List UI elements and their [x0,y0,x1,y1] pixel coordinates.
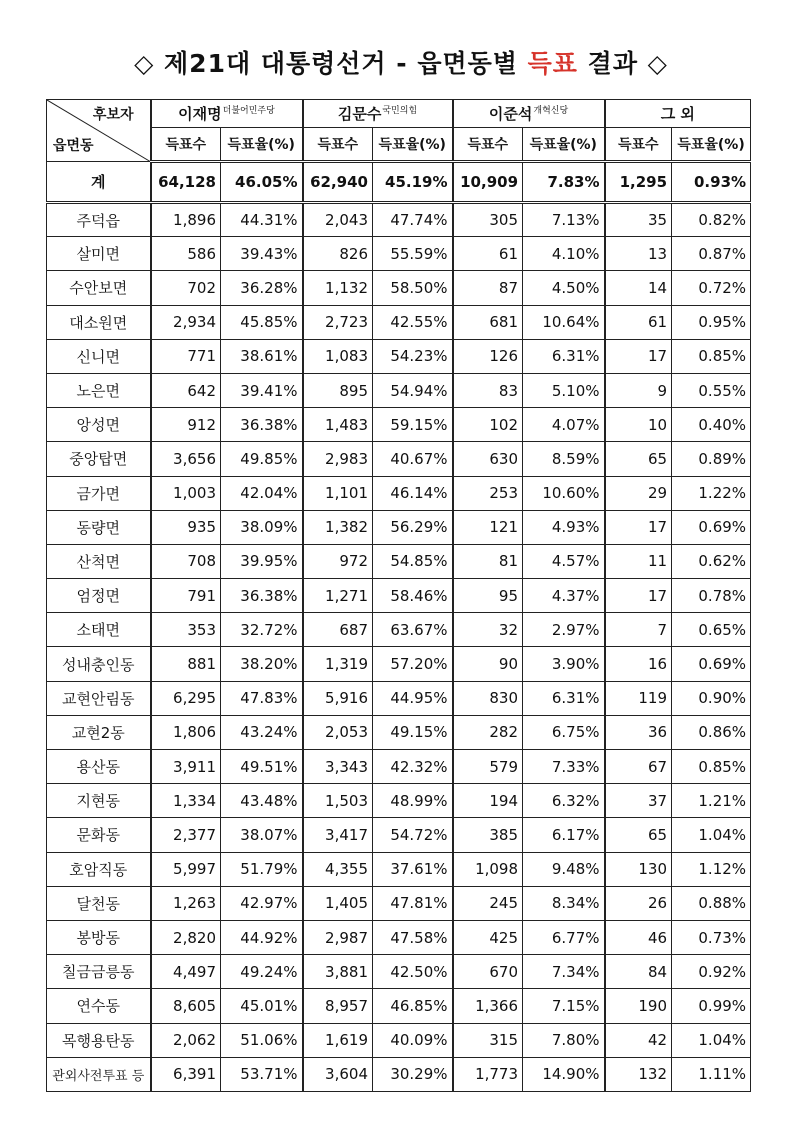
vote-count-cell: 10 [605,408,672,442]
vote-count-cell: 895 [303,373,373,407]
vote-rate-cell: 5.10% [523,373,605,407]
vote-rate-cell: 4.93% [523,510,605,544]
vote-rate-cell: 0.65% [672,613,751,647]
vote-rate-cell: 10.60% [523,476,605,510]
vote-count-cell: 1,366 [453,989,523,1023]
district-name: 동량면 [47,510,151,544]
vote-rate-cell: 42.97% [221,886,303,920]
vote-rate-cell: 51.79% [221,852,303,886]
district-name: 계 [47,162,151,203]
vote-rate-cell: 47.81% [373,886,453,920]
vote-count-cell: 1,263 [151,886,221,920]
district-name: 연수동 [47,989,151,1023]
district-name: 지현동 [47,784,151,818]
district-name: 중앙탑면 [47,442,151,476]
vote-count-cell: 121 [453,510,523,544]
table-row [47,1023,751,1057]
vote-rate-cell: 32.72% [221,613,303,647]
vote-count-cell: 95 [453,579,523,613]
vote-rate-cell: 0.82% [672,203,751,237]
table-row [47,544,751,578]
candidate-header [605,100,751,128]
vote-count-cell: 972 [303,544,373,578]
vote-rate-cell: 38.09% [221,510,303,544]
district-name: 목행용탄동 [47,1023,151,1057]
vote-rate-cell: 0.92% [672,955,751,989]
col-rate: 득표율(%) [672,128,751,162]
vote-rate-cell: 0.62% [672,544,751,578]
vote-count-cell: 670 [453,955,523,989]
vote-count-cell: 253 [453,476,523,510]
vote-count-cell: 5,997 [151,852,221,886]
table-row [47,613,751,647]
vote-count-cell: 771 [151,339,221,373]
vote-rate-cell: 40.67% [373,442,453,476]
vote-count-cell: 1,773 [453,1057,523,1091]
district-name: 금가면 [47,476,151,510]
vote-rate-cell: 6.77% [523,920,605,954]
vote-count-cell: 3,343 [303,750,373,784]
vote-rate-cell: 49.85% [221,442,303,476]
vote-rate-cell: 49.15% [373,715,453,749]
vote-rate-cell: 0.69% [672,510,751,544]
vote-rate-cell: 38.20% [221,647,303,681]
vote-rate-cell: 42.32% [373,750,453,784]
vote-count-cell: 881 [151,647,221,681]
vote-count-cell: 67 [605,750,672,784]
vote-count-cell: 11 [605,544,672,578]
vote-count-cell: 2,820 [151,920,221,954]
table-row [47,784,751,818]
vote-count-cell: 6,391 [151,1057,221,1091]
vote-rate-cell: 0.55% [672,373,751,407]
vote-count-cell: 37 [605,784,672,818]
vote-rate-cell: 1.11% [672,1057,751,1091]
district-name: 대소원면 [47,305,151,339]
vote-count-cell: 2,723 [303,305,373,339]
col-votes: 득표수 [303,128,373,162]
vote-count-cell: 353 [151,613,221,647]
vote-rate-cell: 0.86% [672,715,751,749]
vote-count-cell: 126 [453,339,523,373]
district-name: 신니면 [47,339,151,373]
vote-count-cell: 4,497 [151,955,221,989]
vote-count-cell: 1,503 [303,784,373,818]
vote-rate-cell: 39.41% [221,373,303,407]
vote-rate-cell: 14.90% [523,1057,605,1091]
vote-count-cell: 90 [453,647,523,681]
vote-count-cell: 2,043 [303,203,373,237]
district-name: 산척면 [47,544,151,578]
vote-rate-cell: 51.06% [221,1023,303,1057]
vote-rate-cell: 9.48% [523,852,605,886]
vote-count-cell: 3,604 [303,1057,373,1091]
title-suffix: 결과 ◇ [577,49,668,78]
corner-header [47,100,151,162]
district-name: 달천동 [47,886,151,920]
table-row [47,818,751,852]
candidate-name: 이준석 [488,105,533,123]
district-name: 수안보면 [47,271,151,305]
vote-rate-cell: 45.01% [221,989,303,1023]
vote-count-cell: 579 [453,750,523,784]
vote-rate-cell: 46.05% [221,162,303,203]
vote-rate-cell: 42.50% [373,955,453,989]
vote-count-cell: 2,934 [151,305,221,339]
vote-count-cell: 14 [605,271,672,305]
table-row [47,715,751,749]
vote-count-cell: 3,656 [151,442,221,476]
district-name: 성내충인동 [47,647,151,681]
table-row [47,408,751,442]
vote-count-cell: 61 [453,237,523,271]
party-name: 더불어민주당 [222,106,275,116]
vote-rate-cell: 44.95% [373,681,453,715]
corner-label-district: 읍면동 [53,138,94,154]
table-row [47,1057,751,1091]
vote-rate-cell: 45.85% [221,305,303,339]
vote-rate-cell: 59.15% [373,408,453,442]
vote-count-cell: 1,382 [303,510,373,544]
party-name: 국민의힘 [382,106,418,116]
vote-count-cell: 32 [453,613,523,647]
vote-rate-cell: 49.24% [221,955,303,989]
vote-count-cell: 5,916 [303,681,373,715]
vote-rate-cell: 0.69% [672,647,751,681]
vote-count-cell: 17 [605,579,672,613]
vote-count-cell: 46 [605,920,672,954]
vote-count-cell: 83 [453,373,523,407]
vote-rate-cell: 10.64% [523,305,605,339]
vote-rate-cell: 0.78% [672,579,751,613]
table-row [47,681,751,715]
table-row [47,442,751,476]
vote-count-cell: 702 [151,271,221,305]
vote-rate-cell: 63.67% [373,613,453,647]
table-row [47,339,751,373]
vote-rate-cell: 7.34% [523,955,605,989]
district-name: 관외사전투표 등 [47,1057,151,1091]
results-table [46,99,751,1092]
vote-count-cell: 708 [151,544,221,578]
vote-count-cell: 2,983 [303,442,373,476]
vote-rate-cell: 1.04% [672,818,751,852]
vote-count-cell: 65 [605,442,672,476]
vote-count-cell: 81 [453,544,523,578]
table-row [47,203,751,237]
vote-rate-cell: 0.95% [672,305,751,339]
vote-rate-cell: 30.29% [373,1057,453,1091]
vote-count-cell: 2,062 [151,1023,221,1057]
vote-rate-cell: 7.83% [523,162,605,203]
col-votes: 득표수 [453,128,523,162]
vote-rate-cell: 44.92% [221,920,303,954]
vote-count-cell: 1,405 [303,886,373,920]
vote-count-cell: 119 [605,681,672,715]
results-body [47,162,751,1092]
vote-count-cell: 87 [453,271,523,305]
vote-rate-cell: 0.87% [672,237,751,271]
col-rate: 득표율(%) [373,128,453,162]
vote-rate-cell: 54.85% [373,544,453,578]
vote-rate-cell: 54.94% [373,373,453,407]
table-row [47,237,751,271]
candidate-header [151,100,303,128]
vote-rate-cell: 54.72% [373,818,453,852]
vote-count-cell: 3,911 [151,750,221,784]
vote-count-cell: 62,940 [303,162,373,203]
title-prefix: ◇ 제21대 대통령선거 - 읍면동별 [134,49,528,78]
vote-rate-cell: 57.20% [373,647,453,681]
table-row [47,373,751,407]
corner-label-candidate: 후보자 [92,107,134,123]
vote-count-cell: 791 [151,579,221,613]
vote-rate-cell: 0.89% [672,442,751,476]
vote-rate-cell: 0.73% [672,920,751,954]
vote-count-cell: 8,957 [303,989,373,1023]
vote-rate-cell: 1.12% [672,852,751,886]
vote-count-cell: 61 [605,305,672,339]
vote-rate-cell: 53.71% [221,1057,303,1091]
col-rate: 득표율(%) [523,128,605,162]
vote-count-cell: 65 [605,818,672,852]
table-row [47,579,751,613]
col-votes: 득표수 [605,128,672,162]
vote-rate-cell: 7.33% [523,750,605,784]
vote-count-cell: 1,896 [151,203,221,237]
vote-rate-cell: 0.90% [672,681,751,715]
col-rate: 득표율(%) [221,128,303,162]
vote-rate-cell: 3.90% [523,647,605,681]
vote-rate-cell: 38.61% [221,339,303,373]
district-name: 호암직동 [47,852,151,886]
vote-rate-cell: 42.55% [373,305,453,339]
vote-count-cell: 425 [453,920,523,954]
vote-count-cell: 9 [605,373,672,407]
table-row [47,955,751,989]
table-row [47,852,751,886]
vote-rate-cell: 0.40% [672,408,751,442]
district-name: 교현2동 [47,715,151,749]
vote-rate-cell: 0.85% [672,750,751,784]
vote-count-cell: 17 [605,510,672,544]
vote-count-cell: 935 [151,510,221,544]
vote-count-cell: 1,132 [303,271,373,305]
district-name: 노은면 [47,373,151,407]
vote-rate-cell: 8.34% [523,886,605,920]
vote-count-cell: 6,295 [151,681,221,715]
vote-count-cell: 282 [453,715,523,749]
vote-rate-cell: 6.31% [523,339,605,373]
vote-count-cell: 42 [605,1023,672,1057]
vote-rate-cell: 0.93% [672,162,751,203]
vote-count-cell: 3,417 [303,818,373,852]
vote-rate-cell: 6.31% [523,681,605,715]
vote-rate-cell: 58.50% [373,271,453,305]
vote-count-cell: 3,881 [303,955,373,989]
vote-count-cell: 1,271 [303,579,373,613]
vote-rate-cell: 47.58% [373,920,453,954]
vote-rate-cell: 46.14% [373,476,453,510]
vote-rate-cell: 4.57% [523,544,605,578]
vote-rate-cell: 1.22% [672,476,751,510]
vote-rate-cell: 47.83% [221,681,303,715]
vote-count-cell: 84 [605,955,672,989]
vote-count-cell: 1,098 [453,852,523,886]
table-row [47,886,751,920]
vote-rate-cell: 46.85% [373,989,453,1023]
vote-count-cell: 64,128 [151,162,221,203]
vote-count-cell: 630 [453,442,523,476]
vote-rate-cell: 56.29% [373,510,453,544]
district-name: 살미면 [47,237,151,271]
vote-count-cell: 102 [453,408,523,442]
vote-count-cell: 912 [151,408,221,442]
vote-count-cell: 1,319 [303,647,373,681]
vote-rate-cell: 43.24% [221,715,303,749]
vote-rate-cell: 44.31% [221,203,303,237]
vote-count-cell: 2,987 [303,920,373,954]
vote-rate-cell: 39.95% [221,544,303,578]
vote-rate-cell: 6.32% [523,784,605,818]
vote-count-cell: 10,909 [453,162,523,203]
vote-count-cell: 2,377 [151,818,221,852]
vote-count-cell: 1,101 [303,476,373,510]
candidate-name: 김문수 [337,105,382,123]
vote-count-cell: 586 [151,237,221,271]
vote-count-cell: 1,295 [605,162,672,203]
party-name: 개혁신당 [533,106,569,116]
vote-rate-cell: 0.88% [672,886,751,920]
table-row [47,750,751,784]
table-row [47,476,751,510]
vote-rate-cell: 55.59% [373,237,453,271]
vote-rate-cell: 48.99% [373,784,453,818]
vote-rate-cell: 7.13% [523,203,605,237]
col-votes: 득표수 [151,128,221,162]
vote-rate-cell: 8.59% [523,442,605,476]
table-row [47,271,751,305]
vote-rate-cell: 1.04% [672,1023,751,1057]
vote-count-cell: 687 [303,613,373,647]
vote-count-cell: 315 [453,1023,523,1057]
vote-count-cell: 1,483 [303,408,373,442]
vote-count-cell: 1,334 [151,784,221,818]
vote-count-cell: 194 [453,784,523,818]
table-row [47,647,751,681]
vote-count-cell: 35 [605,203,672,237]
vote-count-cell: 385 [453,818,523,852]
vote-rate-cell: 7.15% [523,989,605,1023]
district-name: 용산동 [47,750,151,784]
vote-count-cell: 1,083 [303,339,373,373]
table-row [47,305,751,339]
vote-count-cell: 13 [605,237,672,271]
vote-count-cell: 29 [605,476,672,510]
vote-count-cell: 16 [605,647,672,681]
candidate-name: 그 외 [660,105,695,123]
candidate-name: 이재명 [178,105,222,123]
vote-rate-cell: 58.46% [373,579,453,613]
district-name: 엄정면 [47,579,151,613]
district-name: 소태면 [47,613,151,647]
vote-rate-cell: 1.21% [672,784,751,818]
vote-count-cell: 305 [453,203,523,237]
vote-rate-cell: 36.38% [221,579,303,613]
vote-rate-cell: 36.38% [221,408,303,442]
vote-rate-cell: 45.19% [373,162,453,203]
vote-count-cell: 4,355 [303,852,373,886]
vote-rate-cell: 4.37% [523,579,605,613]
vote-rate-cell: 0.72% [672,271,751,305]
vote-count-cell: 830 [453,681,523,715]
table-row [47,989,751,1023]
vote-count-cell: 2,053 [303,715,373,749]
vote-rate-cell: 4.50% [523,271,605,305]
candidate-header [453,100,605,128]
vote-rate-cell: 7.80% [523,1023,605,1057]
district-name: 주덕읍 [47,203,151,237]
vote-rate-cell: 6.17% [523,818,605,852]
total-row [47,162,751,203]
vote-rate-cell: 39.43% [221,237,303,271]
vote-rate-cell: 38.07% [221,818,303,852]
vote-count-cell: 130 [605,852,672,886]
vote-count-cell: 245 [453,886,523,920]
vote-count-cell: 26 [605,886,672,920]
district-name: 교현안림동 [47,681,151,715]
vote-count-cell: 36 [605,715,672,749]
district-name: 칠금금릉동 [47,955,151,989]
vote-rate-cell: 6.75% [523,715,605,749]
vote-count-cell: 7 [605,613,672,647]
vote-count-cell: 1,003 [151,476,221,510]
page-title [0,44,802,80]
vote-count-cell: 681 [453,305,523,339]
vote-count-cell: 132 [605,1057,672,1091]
candidate-header [303,100,453,128]
vote-rate-cell: 2.97% [523,613,605,647]
vote-count-cell: 8,605 [151,989,221,1023]
vote-rate-cell: 49.51% [221,750,303,784]
vote-rate-cell: 40.09% [373,1023,453,1057]
vote-rate-cell: 37.61% [373,852,453,886]
vote-rate-cell: 36.28% [221,271,303,305]
vote-rate-cell: 43.48% [221,784,303,818]
vote-count-cell: 1,806 [151,715,221,749]
table-row [47,920,751,954]
title-highlight: 득표 [527,49,578,78]
vote-rate-cell: 42.04% [221,476,303,510]
district-name: 봉방동 [47,920,151,954]
vote-rate-cell: 4.10% [523,237,605,271]
vote-count-cell: 642 [151,373,221,407]
vote-count-cell: 1,619 [303,1023,373,1057]
vote-count-cell: 826 [303,237,373,271]
vote-rate-cell: 54.23% [373,339,453,373]
vote-rate-cell: 4.07% [523,408,605,442]
vote-rate-cell: 47.74% [373,203,453,237]
vote-count-cell: 190 [605,989,672,1023]
table-row [47,510,751,544]
vote-rate-cell: 0.99% [672,989,751,1023]
vote-count-cell: 17 [605,339,672,373]
district-name: 앙성면 [47,408,151,442]
district-name: 문화동 [47,818,151,852]
vote-rate-cell: 0.85% [672,339,751,373]
